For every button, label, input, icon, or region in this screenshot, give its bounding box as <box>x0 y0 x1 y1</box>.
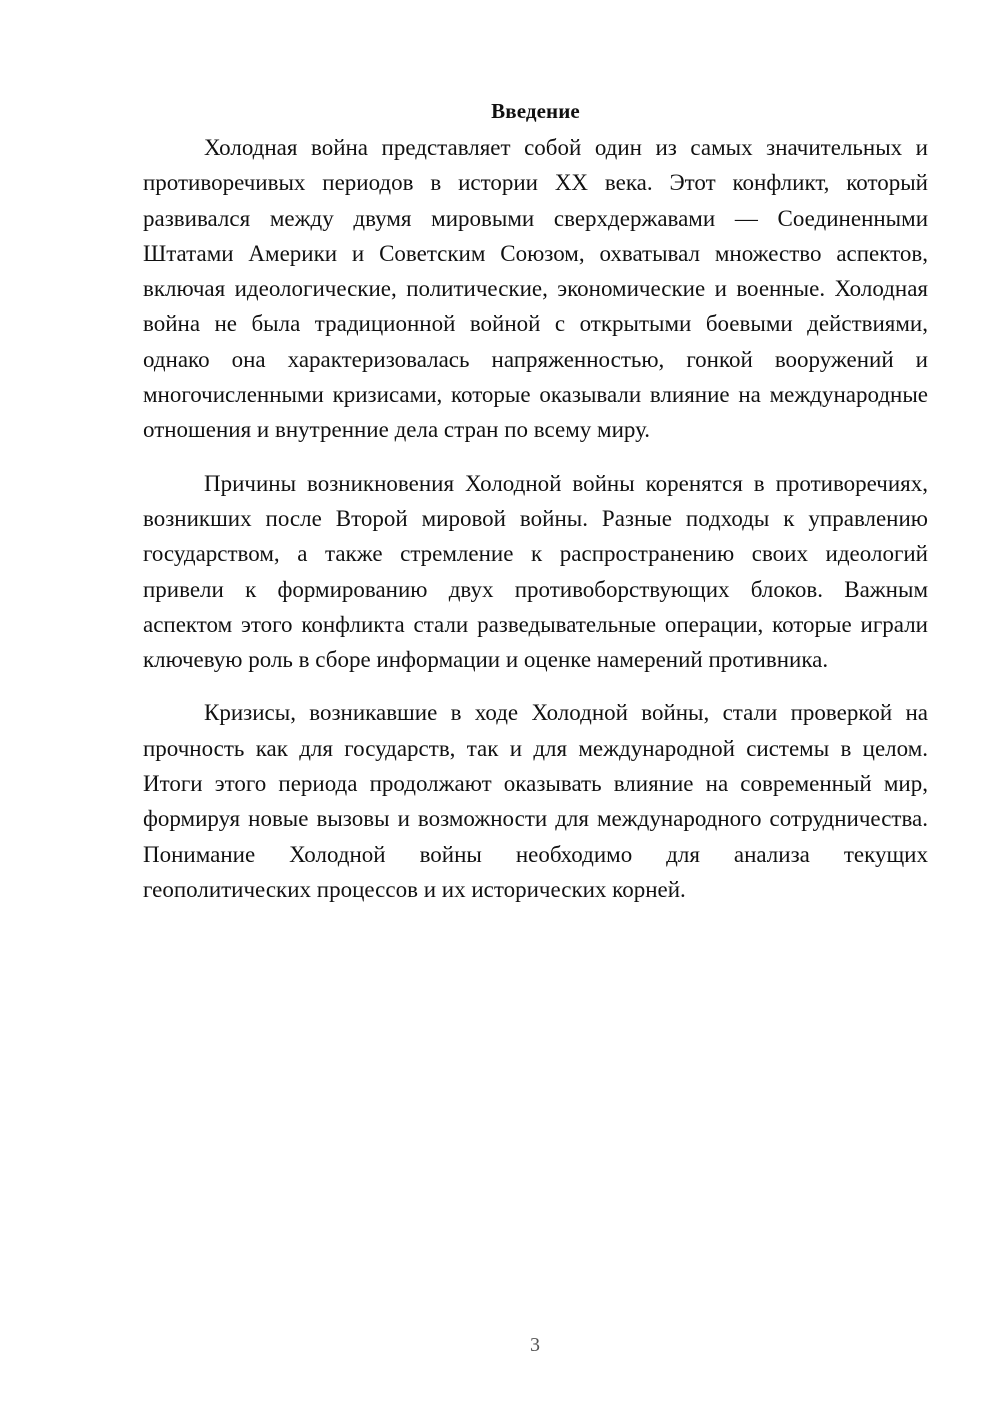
paragraph-2: Причины возникновения Холодной войны коренятся в противоречиях, возникших после Второй мировой войны. Разные подходы к управлению государством, а также стремление к распространению своих идеологий привели к формированию двух противоборствующих блоков. Важным аспектом этого конфликта стали разведывательные операции, которые играли ключевую роль в сборе информации и оценке намерений противника. <box>143 470 928 673</box>
paragraph-1: Холодная война представляет собой один из самых значительных и противоречивых периодов в истории XX века. Этот конфликт, который развивался между двумя мировыми сверхдержавами — Соединенными Штатами Америки и Советским Союзом, охватывал множество аспектов, включая идеологические, политические, экономические и военные. Холодная война не была традиционной войной с открытыми боевыми действиями, однако она характеризовалась напряженностью, гонкой вооружений и многочисленными кризисами, которые оказывали влияние на международные отношения и внутренние дела стран по всему миру. <box>143 135 928 443</box>
page-content <box>143 96 928 925</box>
paragraph-3: Кризисы, возникавшие в ходе Холодной войны, стали проверкой на прочность как для государств, так и для международной системы в целом. Итоги этого периода продолжают оказывать влияние на современный мир, формируя новые вызовы и возможности для международного сотрудничества. Понимание Холодной войны необходимо для анализа текущих геополитических процессов и их исторических корней. <box>143 700 928 902</box>
section-heading: Введение <box>491 99 580 123</box>
page-number: 3 <box>530 1334 540 1356</box>
